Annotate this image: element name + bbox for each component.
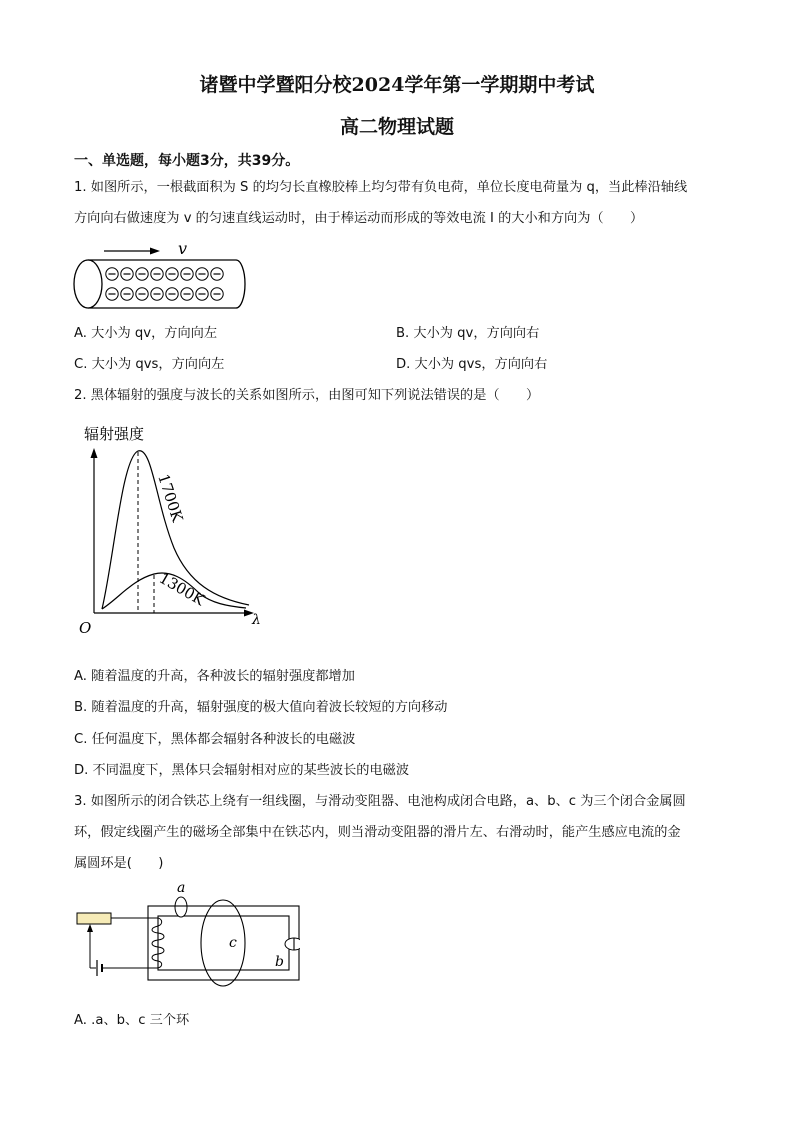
q1-option-c[interactable]: C. 大小为 qvs，方向向左 [74, 357, 225, 372]
ring-b-label: b [275, 954, 284, 970]
graph-origin: O [79, 619, 92, 637]
label-1300k: 1300K [156, 568, 208, 610]
ring-c-label: c [229, 935, 237, 951]
ring-c [201, 900, 245, 986]
page-subtitle: 高二物理试题 [339, 116, 454, 138]
q2-option-a[interactable]: A. 随着温度的升高，各种波长的辐射强度都增加 [74, 669, 355, 684]
q1-stem-line1: 1. 如图所示，一根截面积为 S 的均匀长直橡胶棒上均匀带有负电荷，单位长度电荷量为 q，当此棒沿轴线 [74, 180, 688, 195]
q3-stem-line3: 属圆环是( ) [74, 856, 164, 871]
q1-option-a[interactable]: A. 大小为 qv，方向向左 [74, 326, 218, 341]
label-1700k: 1700K [154, 471, 187, 525]
q2-option-c[interactable]: C. 任何温度下，黑体都会辐射各种波长的电磁波 [74, 732, 356, 747]
q2-stem: 2. 黑体辐射的强度与波长的关系如图所示，由图可知下列说法错误的是（ ） [74, 388, 540, 403]
q2-option-b[interactable]: B. 随着温度的升高，辐射强度的极大值向着波长较短的方向移动 [74, 700, 448, 715]
ring-b [285, 938, 300, 950]
q2-blackbody-graph [74, 418, 284, 638]
q2-option-d[interactable]: D. 不同温度下，黑体只会辐射相对应的某些波长的电磁波 [74, 763, 410, 778]
q3-option-a[interactable]: A. .a、b、c 三个环 [74, 1013, 190, 1028]
graph-xlabel: λ [252, 612, 261, 628]
ring-a-label: a [177, 880, 186, 896]
ring-a [175, 897, 187, 917]
q3-stem-line1: 3. 如图所示的闭合铁芯上绕有一组线圈，与滑动变阻器、电池构成闭合电路，a、b、c 为三个闭合金属圆 [74, 794, 686, 809]
rheostat [77, 913, 111, 924]
q1-option-d[interactable]: D. 大小为 qvs，方向向右 [396, 357, 548, 372]
q1-stem-line2: 方向向右做速度为 v 的匀速直线运动时，由于棒运动而形成的等效电流 I 的大小和方向为（ ） [74, 211, 644, 226]
velocity-label: v [178, 239, 188, 258]
page-title: 诸暨中学暨阳分校2024学年第一学期期中考试 [199, 74, 595, 96]
graph-ylabel: 辐射强度 [84, 425, 145, 443]
q1-option-b[interactable]: B. 大小为 qv，方向向右 [396, 326, 540, 341]
q3-circuit-figure [70, 876, 300, 988]
negative-charges [106, 268, 223, 300]
q1-rod-figure [70, 238, 250, 318]
q3-stem-line2: 环，假定线圈产生的磁场全部集中在铁芯内，则当滑动变阻器的滑片左、右滑动时，能产生感应电流的金 [74, 825, 681, 840]
section-heading: 一、单选题，每小题3分，共39分。 [74, 153, 300, 169]
